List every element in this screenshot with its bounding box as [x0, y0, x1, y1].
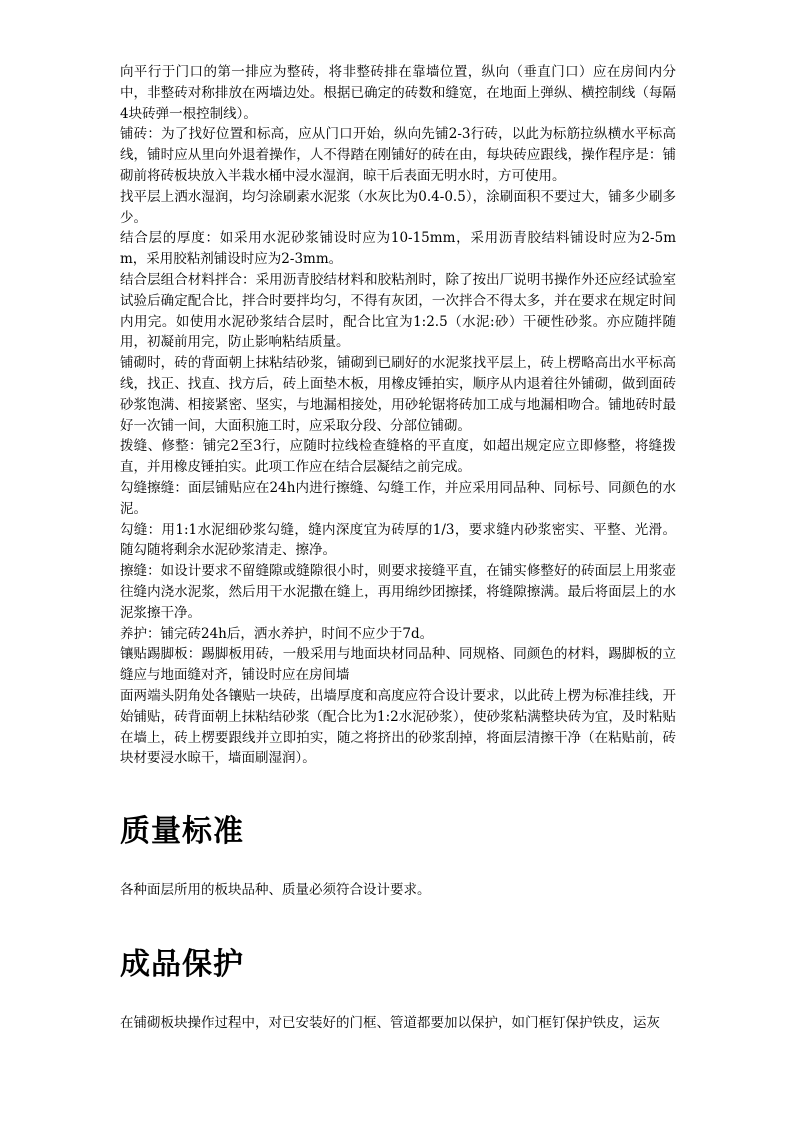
body-paragraph-8: 勾缝擦缝：面层铺贴应在24h内进行擦缝、勾缝工作，并应采用同品种、同标号、同颜色的水泥。 — [120, 479, 676, 517]
body-paragraph-2: 铺砖：为了找好位置和标高，应从门口开始，纵向先铺2-3行砖，以此为标筋拉纵横水平标高线，铺时应从里向外退着操作，人不得踏在刚铺好的砖在由，每块砖应跟线，操作程序是：铺砌前将砖板块放入半栽水桶中浸水湿润，晾干后表面无明水时，方可使用。 — [120, 126, 676, 184]
body-paragraph-6: 铺砌时，砖的背面朝上抹粘结砂浆，铺砌到已刷好的水泥浆找平层上，砖上楞略高出水平标高线，找正、找直、找方后，砖上面垫木板，用橡皮锤拍实，顺序从内退着往外铺砌，做到面砖砂浆饱满、相接紧密、坚实，与地漏相接处，用砂轮锯将砖加工成与地漏相吻合。铺地砖时最好一次铺一间，大面积施工时，应采取分段、分部位铺砌。 — [120, 355, 676, 434]
body-paragraph-11: 养护：铺完砖24h后，洒水养护，时间不应少于7d。 — [120, 625, 434, 642]
body-paragraph-7: 拨缝、修整：铺完2至3行，应随时拉线检查缝格的平直度，如超出规定应立即修整，将缝拨直，并用橡皮锤拍实。此项工作应在结合层凝结之前完成。 — [120, 438, 676, 476]
document-page — [120, 62, 676, 1034]
body-paragraph-5: 结合层组合材料拌合：采用沥青胶结材料和胶粘剂时，除了按出厂说明书操作外还应经试验室试验后确定配合比，拌合时要拌均匀，不得有灰团，一次拌合不得太多，并在要求在规定时间内用完。如使用水泥砂浆结合层时，配合比宜为1:2.5（水泥:砂）干硬性砂浆。亦应随拌随用，初凝前用完，防止影响粘结质量。 — [120, 271, 676, 351]
section-text-product-protection: 在铺砌板块操作过程中，对已安装好的门框、管道都要加以保护，如门框钉保护铁皮，运灰 — [120, 1014, 660, 1031]
body-paragraph-10: 擦缝：如设计要求不留缝隙或缝隙很小时，则要求接缝平直，在铺实修整好的砖面层上用浆壶往缝内浇水泥浆，然后用干水泥撒在缝上，再用绵纱团擦揉，将缝隙擦满。最后将面层上的水泥浆擦干净。 — [120, 563, 676, 621]
body-paragraph-1: 向平行于门口的第一排应为整砖，将非整砖排在靠墙位置，纵向（垂直门口）应在房间内分中，非整砖对称排放在两墙边处。根据已确定的砖数和缝宽，在地面上弹纵、横控制线（每隔4块砖弹一根控制线）。 — [120, 64, 676, 122]
section-heading-product-protection: 成品保护 — [120, 946, 244, 982]
section-text-quality-standard: 各种面层所用的板块品种、质量必须符合设计要求。 — [120, 882, 431, 899]
body-paragraph-13: 面两端头阴角处各镶贴一块砖，出墙厚度和高度应符合设计要求，以此砖上楞为标准挂线，开始铺贴，砖背面朝上抹粘结砂浆（配合比为1:2水泥砂浆），使砂浆粘满整块砖为宜，及时粘贴在墙上，砖上楞要跟线并立即拍实，随之将挤出的砂浆刮掉，将面层清擦干净（在粘贴前，砖块材要浸水晾干，墙面刷湿润）。 — [120, 687, 676, 767]
section-heading-quality-standard: 质量标准 — [120, 814, 244, 850]
body-paragraph-12: 镶贴踢脚板：踢脚板用砖，一般采用与地面块材同品种、同规格、同颜色的材料，踢脚板的立缝应与地面缝对齐，铺设时应在房间墙 — [120, 646, 676, 684]
body-paragraph-4: 结合层的厚度：如采用水泥砂浆铺设时应为10-15mm，采用沥青胶结料铺设时应为2-5mm，采用胶粘剂铺设时应为2-3mm。 — [120, 230, 676, 268]
body-paragraph-9: 勾缝：用1:1水泥细砂浆勾缝，缝内深度宜为砖厚的1/3，要求缝内砂浆密实、平整、光滑。随勾随将剩余水泥砂浆清走、擦净。 — [120, 521, 676, 559]
body-paragraph-3: 找平层上洒水湿润，均匀涂刷素水泥浆（水灰比为0.4-0.5），涂刷面积不要过大，铺多少刷多少。 — [120, 188, 676, 226]
